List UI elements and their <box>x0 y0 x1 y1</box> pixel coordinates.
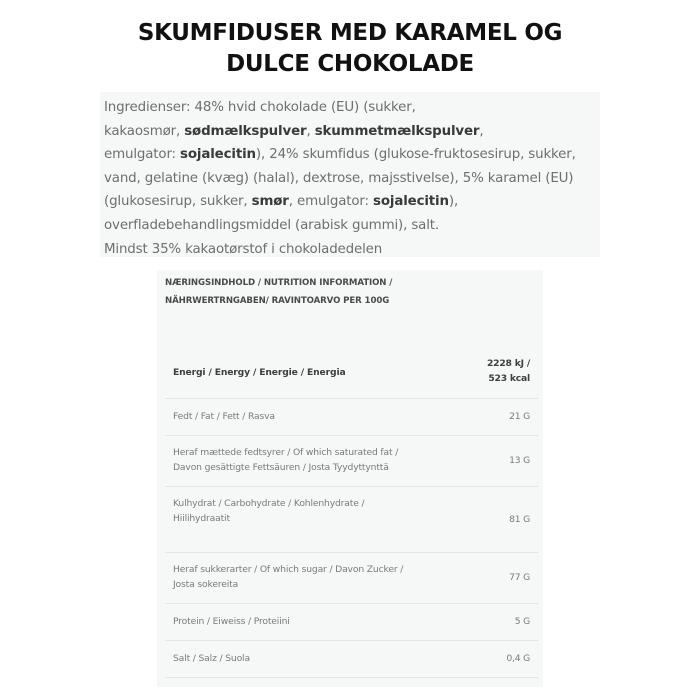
nutrition-value: 13 G <box>509 455 530 466</box>
nutrition-value: 21 G <box>509 411 530 422</box>
allergen-text: sojalecitin <box>373 194 449 210</box>
ingredients-text: overfladebehandlingsmiddel (arabisk gummi), salt. <box>104 217 439 233</box>
allergen-text: sødmælkspulver <box>184 123 307 139</box>
ingredients-text: (glukosesirup, sukker, <box>104 194 252 210</box>
nutrition-header-line-2: NÄHRWERTRNGABEN/ RAVINTOARVO PER 100G <box>165 296 390 306</box>
row-divider <box>165 486 538 487</box>
nutrition-row-fat <box>165 409 538 424</box>
nutrition-value-kcal: 523 kcal <box>488 373 530 384</box>
row-divider <box>165 435 538 436</box>
nutrition-row-salt <box>165 651 538 666</box>
nutrition-row-protein <box>165 614 538 629</box>
nutrition-value: 77 G <box>509 572 530 583</box>
nutrition-label <box>173 562 403 592</box>
ingredients-line <box>104 120 600 144</box>
nutrition-row-carbohydrate <box>165 496 538 526</box>
row-divider <box>165 640 538 641</box>
nutrition-label-line-1: Kulhydrat / Carbohydrate / Kohlenhydrate / <box>173 498 365 509</box>
ingredients-text: emulgator: <box>104 147 181 163</box>
nutrition-value: 81 G <box>509 514 530 525</box>
row-divider <box>165 603 538 604</box>
nutrition-row-sugar <box>165 562 538 592</box>
nutrition-label-line-2: Josta sokereita <box>173 579 239 590</box>
ingredients-text: Ingredienser: 48% hvid chokolade (EU) (sukker, <box>104 100 416 115</box>
nutrition-row-saturated-fat <box>165 445 538 475</box>
ingredients-line <box>104 190 600 214</box>
nutrition-label <box>173 445 398 475</box>
nutrition-label-line-1: Heraf sukkerarter / Of which sugar / Davon Zucker / <box>173 564 404 575</box>
allergen-text: smør <box>251 194 289 210</box>
nutrition-label <box>173 496 364 526</box>
nutrition-header <box>165 274 525 310</box>
ingredients-text: , <box>479 123 484 139</box>
nutrition-label: Fedt / Fat / Fett / Rasva <box>173 411 275 422</box>
nutrition-label: Salt / Salz / Suola <box>173 653 250 664</box>
product-title-line-2: DULCE CHOKOLADE <box>226 51 474 77</box>
ingredients-line <box>104 214 600 238</box>
ingredients-text: ), <box>448 194 459 210</box>
nutrition-value <box>487 356 530 386</box>
ingredients-line <box>104 238 600 262</box>
ingredients-text: Mindst 35% kakaotørstof i chokoladedelen <box>104 241 383 257</box>
nutrition-label-line-2: Hiilihydraatit <box>173 513 230 524</box>
ingredients-text: , emulgator: <box>288 194 374 210</box>
nutrition-table <box>157 270 543 687</box>
row-divider <box>165 677 538 678</box>
nutrition-value-kj: 2228 kJ / <box>486 358 530 369</box>
row-divider <box>165 552 538 553</box>
nutrition-label: Energi / Energy / Energie / Energia <box>173 367 346 378</box>
product-title <box>0 18 700 80</box>
ingredients-panel <box>100 92 600 257</box>
nutrition-value: 0,4 G <box>506 653 530 664</box>
nutrition-label: Protein / Eiweiss / Proteiini <box>173 616 290 627</box>
allergen-text: skummetmælkspulver <box>314 123 480 139</box>
ingredients-line <box>104 143 600 167</box>
product-title-line-1: SKUMFIDUSER MED KARAMEL OG <box>137 20 563 46</box>
ingredients-text: ), 24% skumfidus (glukose-fruktosesirup, sukker, <box>255 147 576 163</box>
ingredients-text: kakaosmør, <box>104 123 185 139</box>
ingredients-line <box>104 96 600 120</box>
nutrition-header-line-1: NÆRINGSINDHOLD / NUTRITION INFORMATION / <box>165 278 393 288</box>
nutrition-row-energy <box>165 356 538 390</box>
nutrition-label-line-2: Davon gesättigte Fettsäuren / Josta Tyydyttynttä <box>173 462 389 473</box>
ingredients-text: vand, gelatine (kvæg) (halal), dextrose, majsstivelse), 5% karamel (EU) <box>104 170 574 186</box>
nutrition-value: 5 G <box>514 616 530 627</box>
nutrition-label-line-1: Heraf mættede fedtsyrer / Of which saturated fat / <box>173 447 399 458</box>
allergen-text: sojalecitin <box>180 147 256 163</box>
ingredients-line <box>104 167 600 191</box>
row-divider <box>165 398 538 399</box>
ingredients-text: , <box>306 123 315 139</box>
